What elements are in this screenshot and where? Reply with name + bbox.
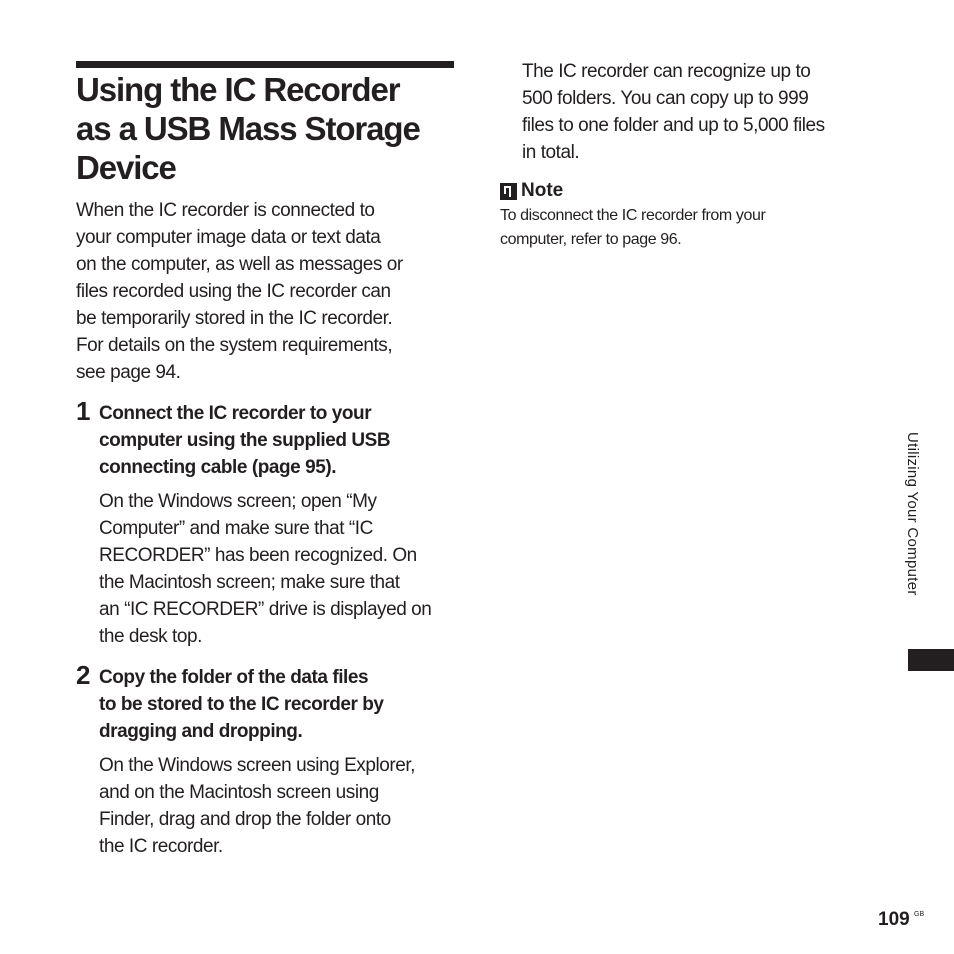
note-text: To disconnect the IC recorder from your computer, refer to page 96. bbox=[500, 207, 766, 248]
step-2-heading: Copy the folder of the data files to be stored to the IC recorder by dragging and dropping. bbox=[99, 667, 384, 742]
step-1-body: On the Windows screen; open “My Computer” and make sure that “IC RECORDER” has been recognized. On the Macintosh screen; make sure that an “IC RECORDER” drive is displayed on the desk top. bbox=[99, 491, 432, 647]
note-heading bbox=[500, 179, 563, 203]
section-side-label: Utilizing Your Computer bbox=[904, 432, 921, 596]
folder-limits-paragraph: The IC recorder can recognize up to 500 folders. You can copy up to 999 files to one folder and up to 5,000 files in total. bbox=[522, 61, 825, 163]
title-rule bbox=[76, 61, 454, 68]
page-suffix: GB bbox=[914, 911, 925, 918]
step-1-number: 1 bbox=[76, 396, 91, 426]
note-icon bbox=[500, 183, 517, 200]
step-2-body: On the Windows screen using Explorer, and on the Macintosh screen using Finder, drag and drop the folder onto the IC recorder. bbox=[99, 755, 416, 857]
section-tab-marker bbox=[908, 649, 954, 671]
page-number: 109 bbox=[878, 909, 910, 930]
step-1-heading: Connect the IC recorder to your computer using the supplied USB connecting cable (page 95). bbox=[99, 403, 391, 478]
note-label: Note bbox=[521, 180, 564, 201]
step-2-number: 2 bbox=[76, 660, 91, 690]
intro-paragraph: When the IC recorder is connected to your computer image data or text data on the computer, as well as messages or files recorded using the IC recorder can be temporarily stored in the IC recorder. For details on the system requirements, see page 94. bbox=[76, 200, 403, 383]
page-title: Using the IC Recorder as a USB Mass Storage Device bbox=[76, 71, 420, 186]
